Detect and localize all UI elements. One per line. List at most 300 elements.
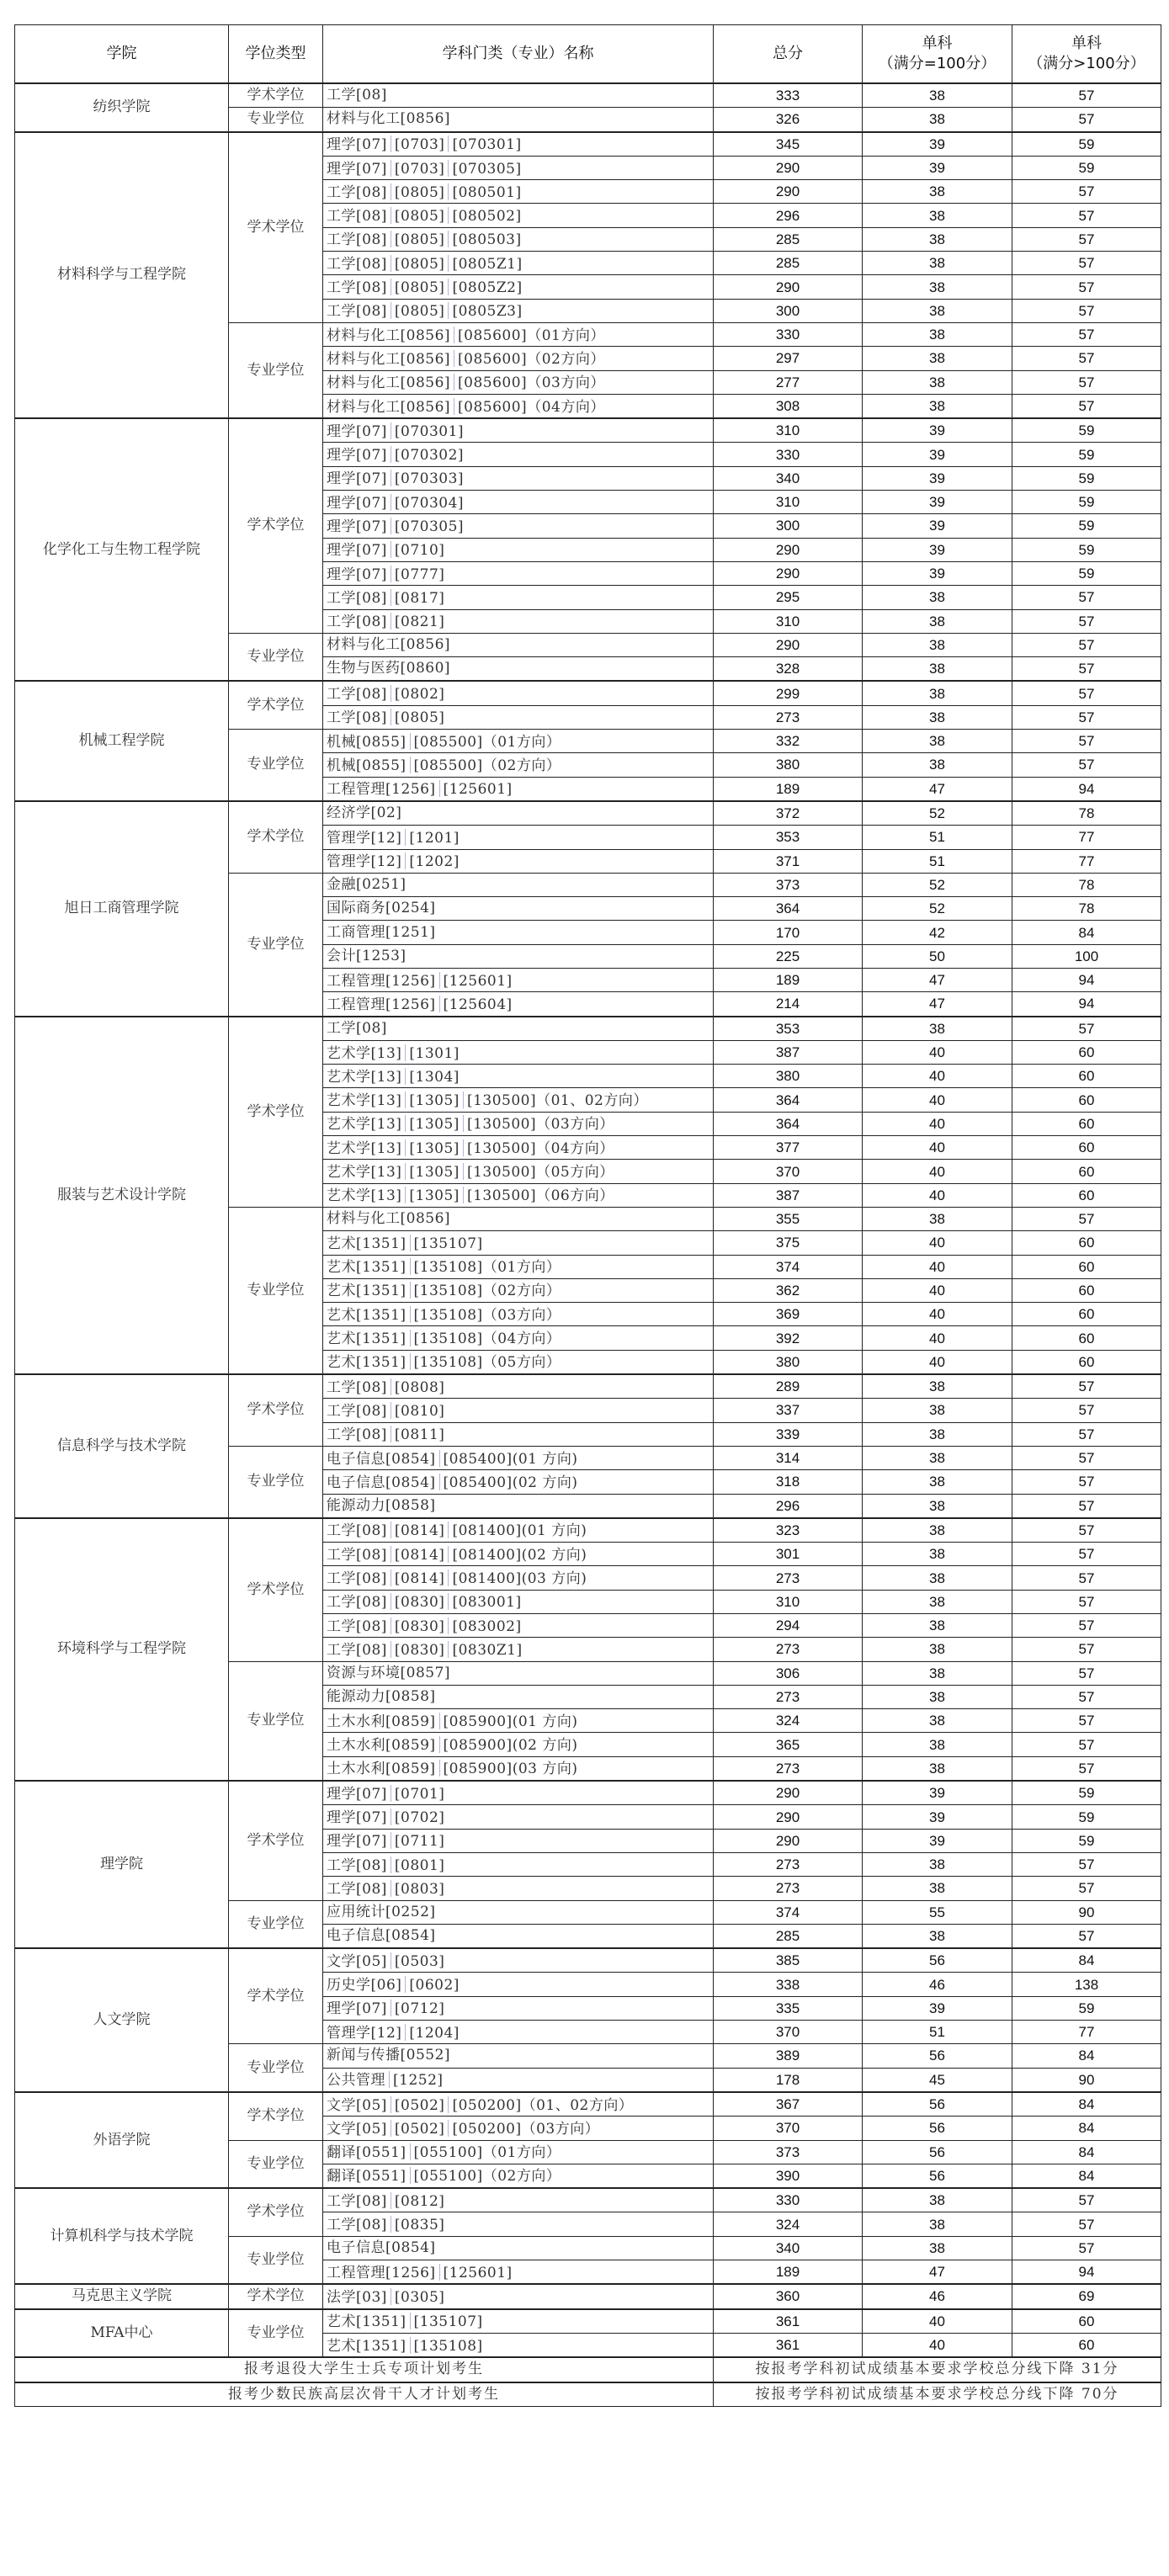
separator	[405, 1068, 406, 1085]
degree-type: 专业学位	[229, 873, 323, 1016]
single-score-100: 38	[863, 1614, 1012, 1638]
separator	[448, 255, 449, 272]
single-score-100: 38	[863, 681, 1012, 705]
single-score-100: 39	[863, 1805, 1012, 1829]
total-score: 273	[714, 705, 863, 729]
separator	[448, 207, 449, 224]
single-score-gt100: 57	[1012, 705, 1161, 729]
single-score-100: 52	[863, 897, 1012, 921]
single-score-gt100: 57	[1012, 1638, 1161, 1661]
total-score: 273	[714, 1566, 863, 1590]
single-score-gt100: 57	[1012, 1877, 1161, 1900]
separator	[439, 1736, 440, 1753]
single-score-gt100: 100	[1012, 944, 1161, 968]
separator	[439, 780, 440, 797]
separator	[448, 183, 449, 200]
total-score: 324	[714, 1709, 863, 1733]
program-name: 理学[07] [0711]	[323, 1829, 714, 1852]
single-score-100: 38	[863, 2236, 1012, 2260]
header-college: 学院	[15, 25, 229, 84]
separator	[389, 2071, 390, 2088]
program-name: 工学[08] [0817]	[323, 586, 714, 609]
single-score-100: 51	[863, 849, 1012, 873]
single-score-gt100: 59	[1012, 1829, 1161, 1852]
total-score: 373	[714, 2140, 863, 2164]
single-score-gt100: 57	[1012, 180, 1161, 204]
program-name: 文学[05] [0503]	[323, 1948, 714, 1973]
total-score: 337	[714, 1399, 863, 1422]
single-score-100: 38	[863, 1566, 1012, 1590]
separator	[410, 1282, 411, 1299]
single-score-gt100: 57	[1012, 657, 1161, 682]
single-score-gt100: 60	[1012, 1231, 1161, 1255]
single-score-100: 40	[863, 1183, 1012, 1207]
college-name: 计算机科学与技术学院	[15, 2188, 229, 2284]
program-name: 工学[08] [0805] [0805Z3]	[323, 299, 714, 322]
separator	[448, 135, 449, 152]
single-score-100: 38	[863, 1709, 1012, 1733]
separator	[463, 1115, 464, 1132]
program-name: 材料与化工[0856] [085600]（01方向）	[323, 322, 714, 346]
single-score-100: 38	[863, 1470, 1012, 1494]
single-score-gt100: 77	[1012, 849, 1161, 873]
total-score: 377	[714, 1136, 863, 1160]
total-score: 294	[714, 1614, 863, 1638]
total-score: 273	[714, 1638, 863, 1661]
table-row	[15, 1948, 1161, 1973]
single-score-100: 39	[863, 418, 1012, 443]
college-name: 化学化工与生物工程学院	[15, 418, 229, 681]
header-single-100-line1: 单科	[922, 34, 953, 52]
single-score-100: 40	[863, 1278, 1012, 1302]
single-score-gt100: 60	[1012, 1326, 1161, 1350]
total-score: 330	[714, 322, 863, 346]
total-score: 355	[714, 1207, 863, 1230]
single-score-100: 38	[863, 1638, 1012, 1661]
separator	[405, 1163, 406, 1180]
single-score-100: 46	[863, 1973, 1012, 1996]
single-score-100: 38	[863, 347, 1012, 370]
single-score-100: 38	[863, 1399, 1012, 1422]
total-score: 380	[714, 753, 863, 777]
single-score-gt100: 57	[1012, 1543, 1161, 1566]
single-score-100: 38	[863, 586, 1012, 609]
degree-type: 学术学位	[229, 681, 323, 729]
single-score-100: 39	[863, 491, 1012, 514]
single-score-gt100: 77	[1012, 826, 1161, 849]
program-name: 文学[05] [0502] [050200]（03方向）	[323, 2117, 714, 2140]
program-name: 艺术[1351] [135108]（01方向）	[323, 1255, 714, 1278]
single-score-100: 38	[863, 1422, 1012, 1446]
single-score-gt100: 57	[1012, 83, 1161, 108]
degree-type: 专业学位	[229, 1207, 323, 1374]
single-score-100: 40	[863, 1112, 1012, 1135]
single-score-gt100: 57	[1012, 1494, 1161, 1518]
total-score: 369	[714, 1303, 863, 1326]
single-score-100: 47	[863, 968, 1012, 991]
footer-value: 按报考学科初试成绩基本要求学校总分线下降 31分	[714, 2357, 1161, 2382]
total-score: 225	[714, 944, 863, 968]
separator	[439, 996, 440, 1012]
total-score: 390	[714, 2164, 863, 2188]
total-score: 340	[714, 466, 863, 490]
single-score-100: 42	[863, 921, 1012, 944]
single-score-100: 56	[863, 2164, 1012, 2188]
total-score: 370	[714, 2021, 863, 2044]
separator	[448, 231, 449, 247]
single-score-gt100: 57	[1012, 586, 1161, 609]
program-name: 艺术[1351] [135107]	[323, 2309, 714, 2334]
single-score-100: 39	[863, 1781, 1012, 1805]
separator	[439, 1760, 440, 1777]
single-score-100: 38	[863, 2212, 1012, 2236]
single-score-gt100: 57	[1012, 299, 1161, 322]
program-name: 艺术学[13] [1305] [130500]（03方向）	[323, 1112, 714, 1135]
single-score-100: 51	[863, 826, 1012, 849]
degree-type: 学术学位	[229, 2092, 323, 2140]
college-name: 服装与艺术设计学院	[15, 1017, 229, 1374]
total-score: 392	[714, 1326, 863, 1350]
program-name: 艺术[1351] [135108]（04方向）	[323, 1326, 714, 1350]
separator	[405, 852, 406, 869]
single-score-100: 40	[863, 2333, 1012, 2357]
single-score-100: 56	[863, 2044, 1012, 2068]
single-score-gt100: 57	[1012, 2236, 1161, 2260]
single-score-gt100: 60	[1012, 1160, 1161, 1183]
separator	[405, 2024, 406, 2041]
total-score: 277	[714, 370, 863, 394]
total-score: 361	[714, 2309, 863, 2334]
total-score: 374	[714, 1900, 863, 1924]
single-score-gt100: 57	[1012, 347, 1161, 370]
single-score-100: 39	[863, 132, 1012, 157]
single-score-gt100: 57	[1012, 681, 1161, 705]
degree-type: 专业学位	[229, 730, 323, 801]
total-score: 290	[714, 1829, 863, 1852]
total-score: 364	[714, 1088, 863, 1112]
table-row	[15, 1781, 1161, 1805]
single-score-100: 40	[863, 1255, 1012, 1278]
separator	[448, 2120, 449, 2137]
program-name: 电子信息[0854] [085400](01 方向)	[323, 1446, 714, 1469]
single-score-gt100: 94	[1012, 2260, 1161, 2285]
header-single-100	[863, 25, 1012, 84]
total-score: 326	[714, 108, 863, 132]
total-score: 364	[714, 897, 863, 921]
single-score-gt100: 57	[1012, 730, 1161, 753]
total-score: 370	[714, 2117, 863, 2140]
footer-row	[15, 2357, 1161, 2382]
separator	[410, 1235, 411, 1251]
total-score: 389	[714, 2044, 863, 2068]
total-score: 310	[714, 491, 863, 514]
header-single-gt100-line2: （满分>100分）	[1028, 55, 1145, 72]
header-single-gt100	[1012, 25, 1161, 84]
single-score-100: 51	[863, 2021, 1012, 2044]
single-score-100: 38	[863, 180, 1012, 204]
single-score-100: 38	[863, 1374, 1012, 1399]
total-score: 290	[714, 1781, 863, 1805]
degree-type: 专业学位	[229, 2309, 323, 2358]
single-score-100: 38	[863, 394, 1012, 418]
total-score: 375	[714, 1231, 863, 1255]
total-score: 318	[714, 1470, 863, 1494]
degree-type: 学术学位	[229, 1948, 323, 2044]
single-score-gt100: 59	[1012, 514, 1161, 538]
total-score: 300	[714, 299, 863, 322]
single-score-100: 39	[863, 443, 1012, 466]
single-score-gt100: 57	[1012, 1374, 1161, 1399]
single-score-gt100: 59	[1012, 443, 1161, 466]
total-score: 380	[714, 1065, 863, 1088]
separator	[439, 2264, 440, 2281]
program-name: 工学[08] [0805] [0805Z2]	[323, 275, 714, 299]
single-score-100: 56	[863, 2092, 1012, 2117]
separator	[439, 1450, 440, 1467]
single-score-100: 38	[863, 1017, 1012, 1041]
single-score-100: 38	[863, 204, 1012, 227]
single-score-gt100: 60	[1012, 1278, 1161, 1302]
separator	[405, 1044, 406, 1061]
program-name: 艺术[1351] [135108]（05方向）	[323, 1350, 714, 1374]
single-score-gt100: 60	[1012, 2333, 1161, 2357]
total-score: 367	[714, 2092, 863, 2117]
total-score: 273	[714, 1685, 863, 1708]
program-name: 艺术学[13] [1304]	[323, 1065, 714, 1088]
degree-type: 学术学位	[229, 1374, 323, 1446]
single-score-gt100: 84	[1012, 1948, 1161, 1973]
single-score-100: 38	[863, 275, 1012, 299]
program-name: 资源与环境[0857]	[323, 1661, 714, 1685]
college-name: 旭日工商管理学院	[15, 801, 229, 1017]
total-score: 314	[714, 1446, 863, 1469]
program-name: 工学[08] [0802]	[323, 681, 714, 705]
separator	[439, 1474, 440, 1490]
total-score: 170	[714, 921, 863, 944]
single-score-100: 56	[863, 1948, 1012, 1973]
single-score-100: 47	[863, 2260, 1012, 2285]
degree-type: 学术学位	[229, 2284, 323, 2308]
program-name: 文学[05] [0502] [050200]（01、02方向）	[323, 2092, 714, 2117]
single-score-gt100: 60	[1012, 1088, 1161, 1112]
single-score-gt100: 60	[1012, 2309, 1161, 2334]
program-name: 理学[07] [070305]	[323, 514, 714, 538]
header-single-100-line2: （满分=100分）	[878, 55, 996, 72]
footer-row	[15, 2382, 1161, 2407]
program-name: 艺术[1351] [135108]（02方向）	[323, 1278, 714, 1302]
total-score: 178	[714, 2068, 863, 2092]
program-name: 工学[08] [0835]	[323, 2212, 714, 2236]
table-row	[15, 2284, 1161, 2308]
single-score-gt100: 57	[1012, 227, 1161, 251]
program-name: 工学[08] [0805]	[323, 705, 714, 729]
total-score: 328	[714, 657, 863, 682]
single-score-100: 40	[863, 1231, 1012, 1255]
header-program: 学科门类（专业）名称	[323, 25, 714, 84]
total-score: 353	[714, 1017, 863, 1041]
single-score-gt100: 59	[1012, 1996, 1161, 2020]
single-score-100: 38	[863, 1877, 1012, 1900]
separator	[405, 1187, 406, 1203]
single-score-gt100: 59	[1012, 538, 1161, 561]
program-name: 工学[08] [0814] [081400](03 方向)	[323, 1566, 714, 1590]
separator	[448, 1641, 449, 1658]
table-row	[15, 1518, 1161, 1543]
total-score: 324	[714, 2212, 863, 2236]
program-name: 工学[08] [0805] [080502]	[323, 204, 714, 227]
single-score-gt100: 57	[1012, 1924, 1161, 1948]
program-name: 工程管理[1256] [125601]	[323, 968, 714, 991]
single-score-100: 56	[863, 2117, 1012, 2140]
single-score-gt100: 57	[1012, 1446, 1161, 1469]
single-score-100: 38	[863, 1685, 1012, 1708]
total-score: 365	[714, 1733, 863, 1756]
program-name: 管理学[12] [1202]	[323, 849, 714, 873]
separator	[463, 1163, 464, 1180]
single-score-gt100: 57	[1012, 633, 1161, 656]
total-score: 285	[714, 252, 863, 275]
single-score-gt100: 60	[1012, 1065, 1161, 1088]
single-score-gt100: 78	[1012, 801, 1161, 826]
program-name: 翻译[0551] [055100]（02方向）	[323, 2164, 714, 2188]
table-row	[15, 1374, 1161, 1399]
program-name: 机械[0855] [085500]（01方向）	[323, 730, 714, 753]
single-score-100: 38	[863, 753, 1012, 777]
single-score-100: 39	[863, 538, 1012, 561]
single-score-gt100: 57	[1012, 1852, 1161, 1876]
single-score-gt100: 69	[1012, 2284, 1161, 2308]
college-name: 机械工程学院	[15, 681, 229, 800]
program-name: 公共管理 [1252]	[323, 2068, 714, 2092]
program-name: 翻译[0551] [055100]（01方向）	[323, 2140, 714, 2164]
degree-type: 学术学位	[229, 418, 323, 633]
program-name: 电子信息[0854]	[323, 1924, 714, 1948]
program-name: 理学[07] [0712]	[323, 1996, 714, 2020]
total-score: 189	[714, 968, 863, 991]
program-name: 理学[07] [070301]	[323, 418, 714, 443]
program-name: 理学[07] [0703] [070305]	[323, 156, 714, 179]
program-name: 管理学[12] [1204]	[323, 2021, 714, 2044]
degree-type: 专业学位	[229, 1661, 323, 1781]
program-name: 艺术学[13] [1305] [130500]（06方向）	[323, 1183, 714, 1207]
program-name: 工学[08] [0830] [083001]	[323, 1590, 714, 1613]
header-row	[15, 25, 1161, 84]
college-name: 信息科学与技术学院	[15, 1374, 229, 1518]
college-name: 材料科学与工程学院	[15, 132, 229, 419]
single-score-gt100: 57	[1012, 1399, 1161, 1422]
program-name: 理学[07] [070302]	[323, 443, 714, 466]
separator	[463, 1139, 464, 1156]
table-row	[15, 132, 1161, 157]
single-score-100: 38	[863, 1924, 1012, 1948]
degree-type: 学术学位	[229, 2188, 323, 2236]
program-name: 历史学[06] [0602]	[323, 1973, 714, 1996]
single-score-gt100: 57	[1012, 252, 1161, 275]
single-score-gt100: 60	[1012, 1303, 1161, 1326]
separator	[463, 1091, 464, 1108]
single-score-gt100: 90	[1012, 2068, 1161, 2092]
single-score-100: 38	[863, 1207, 1012, 1230]
degree-type: 学术学位	[229, 1781, 323, 1900]
program-name: 电子信息[0854] [085400](02 方向)	[323, 1470, 714, 1494]
program-name: 艺术[1351] [135108]（03方向）	[323, 1303, 714, 1326]
single-score-gt100: 57	[1012, 204, 1161, 227]
footer-value: 按报考学科初试成绩基本要求学校总分线下降 70分	[714, 2382, 1161, 2407]
program-name: 艺术学[13] [1301]	[323, 1040, 714, 1064]
single-score-gt100: 78	[1012, 897, 1161, 921]
single-score-100: 39	[863, 514, 1012, 538]
program-name: 工学[08] [0821]	[323, 609, 714, 633]
single-score-100: 39	[863, 156, 1012, 179]
program-name: 能源动力[0858]	[323, 1685, 714, 1708]
total-score: 273	[714, 1877, 863, 1900]
table-row	[15, 1017, 1161, 1041]
program-name: 会计[1253]	[323, 944, 714, 968]
separator	[439, 972, 440, 989]
total-score: 330	[714, 2188, 863, 2212]
program-name: 工学[08] [0805] [080503]	[323, 227, 714, 251]
degree-type: 专业学位	[229, 633, 323, 681]
single-score-100: 38	[863, 1590, 1012, 1613]
total-score: 370	[714, 1160, 863, 1183]
total-score: 339	[714, 1422, 863, 1446]
program-name: 材料与化工[0856] [085600]（02方向）	[323, 347, 714, 370]
college-name: 外语学院	[15, 2092, 229, 2188]
single-score-100: 39	[863, 1996, 1012, 2020]
degree-type: 专业学位	[229, 1446, 323, 1517]
total-score: 310	[714, 418, 863, 443]
program-name: 工学[08]	[323, 83, 714, 108]
program-name: 工学[08] [0814] [081400](02 方向)	[323, 1543, 714, 1566]
single-score-gt100: 84	[1012, 2044, 1161, 2068]
separator	[410, 1258, 411, 1275]
program-name: 艺术学[13] [1305] [130500]（04方向）	[323, 1136, 714, 1160]
separator	[410, 2143, 411, 2160]
single-score-gt100: 94	[1012, 992, 1161, 1017]
single-score-100: 38	[863, 1733, 1012, 1756]
total-score: 299	[714, 681, 863, 705]
single-score-100: 38	[863, 83, 1012, 108]
program-name: 工程管理[1256] [125601]	[323, 2260, 714, 2285]
separator	[448, 1593, 449, 1610]
degree-type: 学术学位	[229, 1017, 323, 1208]
total-score: 296	[714, 204, 863, 227]
footer-label: 报考少数民族高层次骨干人才计划考生	[15, 2382, 714, 2407]
single-score-100: 38	[863, 1518, 1012, 1543]
total-score: 330	[714, 443, 863, 466]
total-score: 290	[714, 538, 863, 561]
program-name: 材料与化工[0856] [085600]（03方向）	[323, 370, 714, 394]
program-name: 理学[07] [0701]	[323, 1781, 714, 1805]
separator	[405, 1091, 406, 1108]
program-name: 艺术[1351] [135107]	[323, 1231, 714, 1255]
total-score: 290	[714, 156, 863, 179]
table-body	[15, 83, 1161, 2406]
program-name: 生物与医药[0860]	[323, 657, 714, 682]
program-name: 材料与化工[0856] [085600]（04方向）	[323, 394, 714, 418]
total-score: 360	[714, 2284, 863, 2308]
single-score-100: 40	[863, 1040, 1012, 1064]
single-score-gt100: 57	[1012, 370, 1161, 394]
single-score-100: 47	[863, 777, 1012, 801]
total-score: 310	[714, 609, 863, 633]
degree-type: 专业学位	[229, 322, 323, 418]
program-name: 工学[08]	[323, 1017, 714, 1041]
program-name: 经济学[02]	[323, 801, 714, 826]
degree-type: 专业学位	[229, 1900, 323, 1948]
single-score-gt100: 138	[1012, 1973, 1161, 1996]
footer-label: 报考退役大学生士兵专项计划考生	[15, 2357, 714, 2382]
